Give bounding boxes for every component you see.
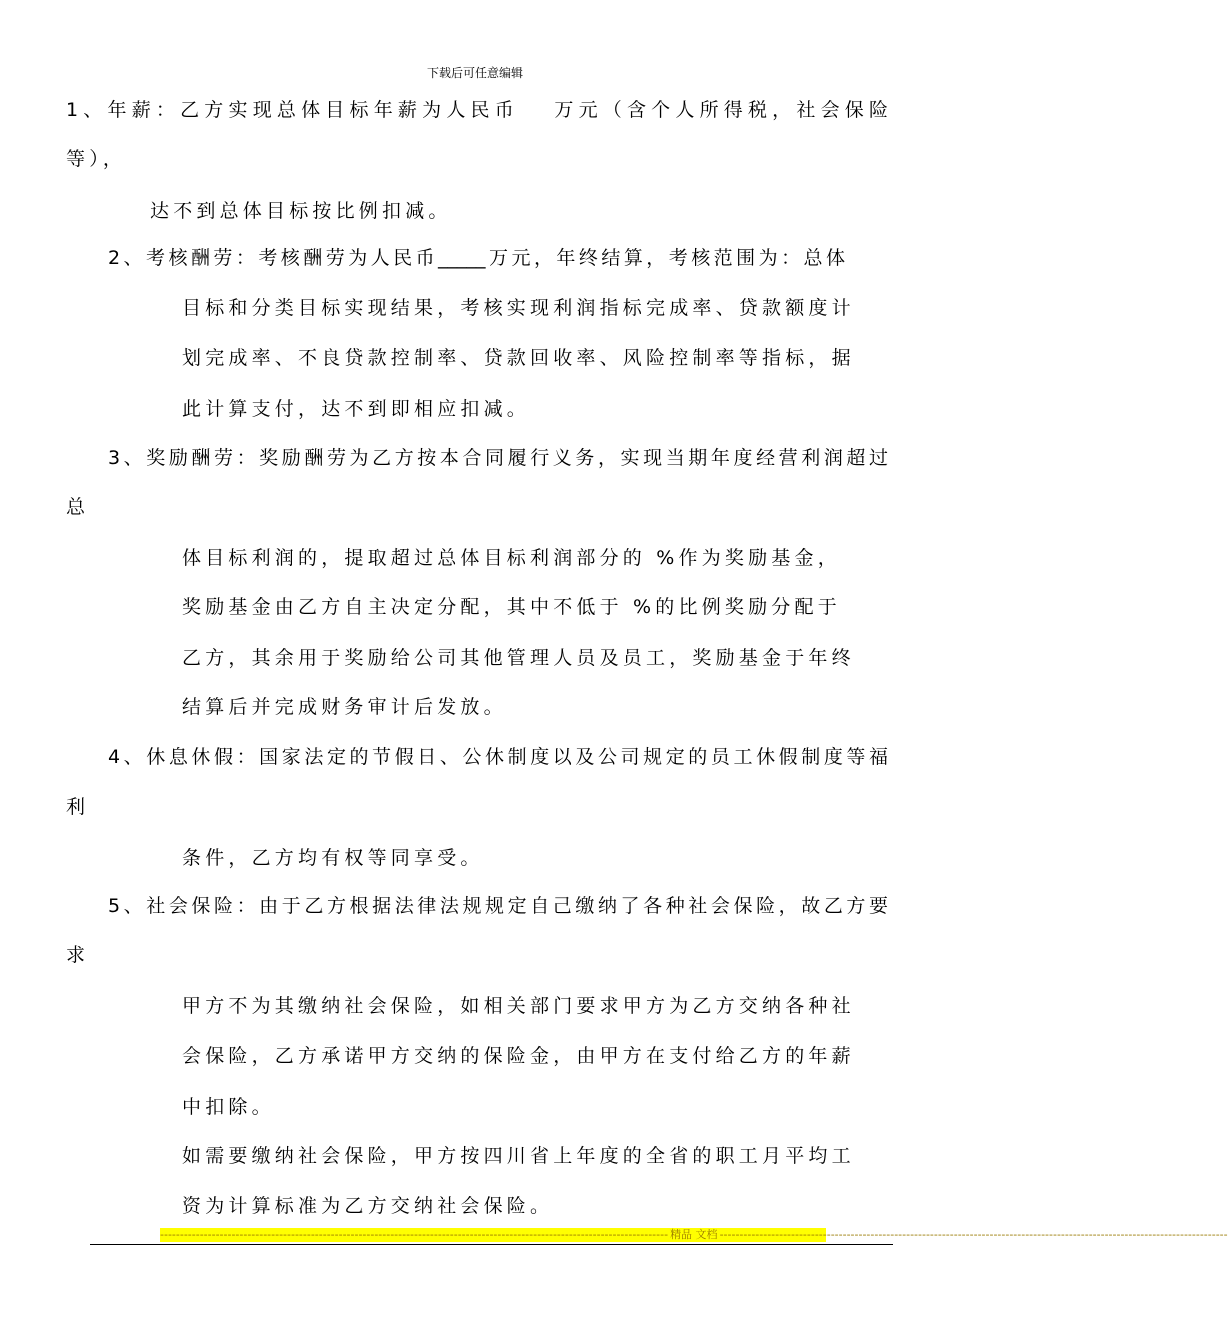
clause-3-line-6: 结算后并完成财务审计后发放。 bbox=[182, 696, 507, 718]
clause-3-line-2: 总 bbox=[66, 496, 90, 518]
clause-4-line-1: 4、休息休假：国家法定的节假日、公休制度以及公司规定的员工休假制度等福 bbox=[108, 746, 888, 768]
clause-3-line-1: 3、奖励酬劳：奖励酬劳为乙方按本合同履行义务，实现当期年度经营利润超过 bbox=[108, 447, 888, 469]
clause-5-line-6: 如需要缴纳社会保险，甲方按四川省上年度的全省的职工月平均工 bbox=[182, 1145, 855, 1167]
clause-1-line-1: 1、年薪：乙方实现总体目标年薪为人民币 万元（含个人所得税，社会保险 bbox=[66, 99, 888, 121]
clause-2-line-2: 目标和分类目标实现结果，考核实现利润指标完成率、贷款额度计 bbox=[182, 297, 855, 319]
footer-label: 精品 文档 bbox=[670, 1228, 718, 1241]
footer-banner bbox=[160, 1228, 1228, 1242]
header-note: 下载后可任意编辑 bbox=[426, 66, 523, 80]
clause-5-line-4: 会保险，乙方承诺甲方交纳的保险金，由甲方在支付给乙方的年薪 bbox=[182, 1045, 855, 1067]
clause-2-line-4: 此计算支付，达不到即相应扣减。 bbox=[182, 398, 531, 420]
clause-2-line-3: 划完成率、不良贷款控制率、贷款回收率、风险控制率等指标，据 bbox=[182, 347, 855, 369]
clause-5-line-1: 5、社会保险：由于乙方根据法律法规规定自己缴纳了各种社会保险，故乙方要 bbox=[108, 895, 888, 917]
footer-rule bbox=[90, 1244, 893, 1245]
clause-4-line-3: 条件，乙方均有权等同享受。 bbox=[182, 847, 484, 869]
clause-5-line-5: 中扣除。 bbox=[182, 1096, 275, 1118]
clause-5-line-7: 资为计算标准为乙方交纳社会保险。 bbox=[182, 1195, 554, 1217]
clause-4-line-2: 利 bbox=[66, 796, 90, 818]
clause-3-line-4: 奖励基金由乙方自主决定分配，其中不低于 %的比例奖励分配于 bbox=[182, 596, 841, 618]
clause-5-line-3: 甲方不为其缴纳社会保险，如相关部门要求甲方为乙方交纳各种社 bbox=[182, 995, 855, 1017]
clause-3-line-5: 乙方，其余用于奖励给公司其他管理人员及员工，奖励基金于年终 bbox=[182, 647, 855, 669]
clause-1-line-3: 达不到总体目标按比例扣减。 bbox=[150, 200, 452, 222]
footer-dash-left: -------------------------------------------------------------------------------------------------------------------------------- bbox=[160, 1228, 669, 1241]
clause-2-line-1: 2、考核酬劳：考核酬劳为人民币_____万元，年终结算，考核范围为：总体 bbox=[108, 247, 845, 269]
clause-5-line-2: 求 bbox=[66, 944, 90, 966]
clause-1-line-2: 等）， bbox=[66, 148, 127, 170]
footer-dash-right: -------------------------------------------------------------------------------------------------------------------------------- bbox=[719, 1228, 1228, 1241]
clause-3-line-3: 体目标利润的，提取超过总体目标利润部分的 %作为奖励基金， bbox=[182, 547, 841, 569]
